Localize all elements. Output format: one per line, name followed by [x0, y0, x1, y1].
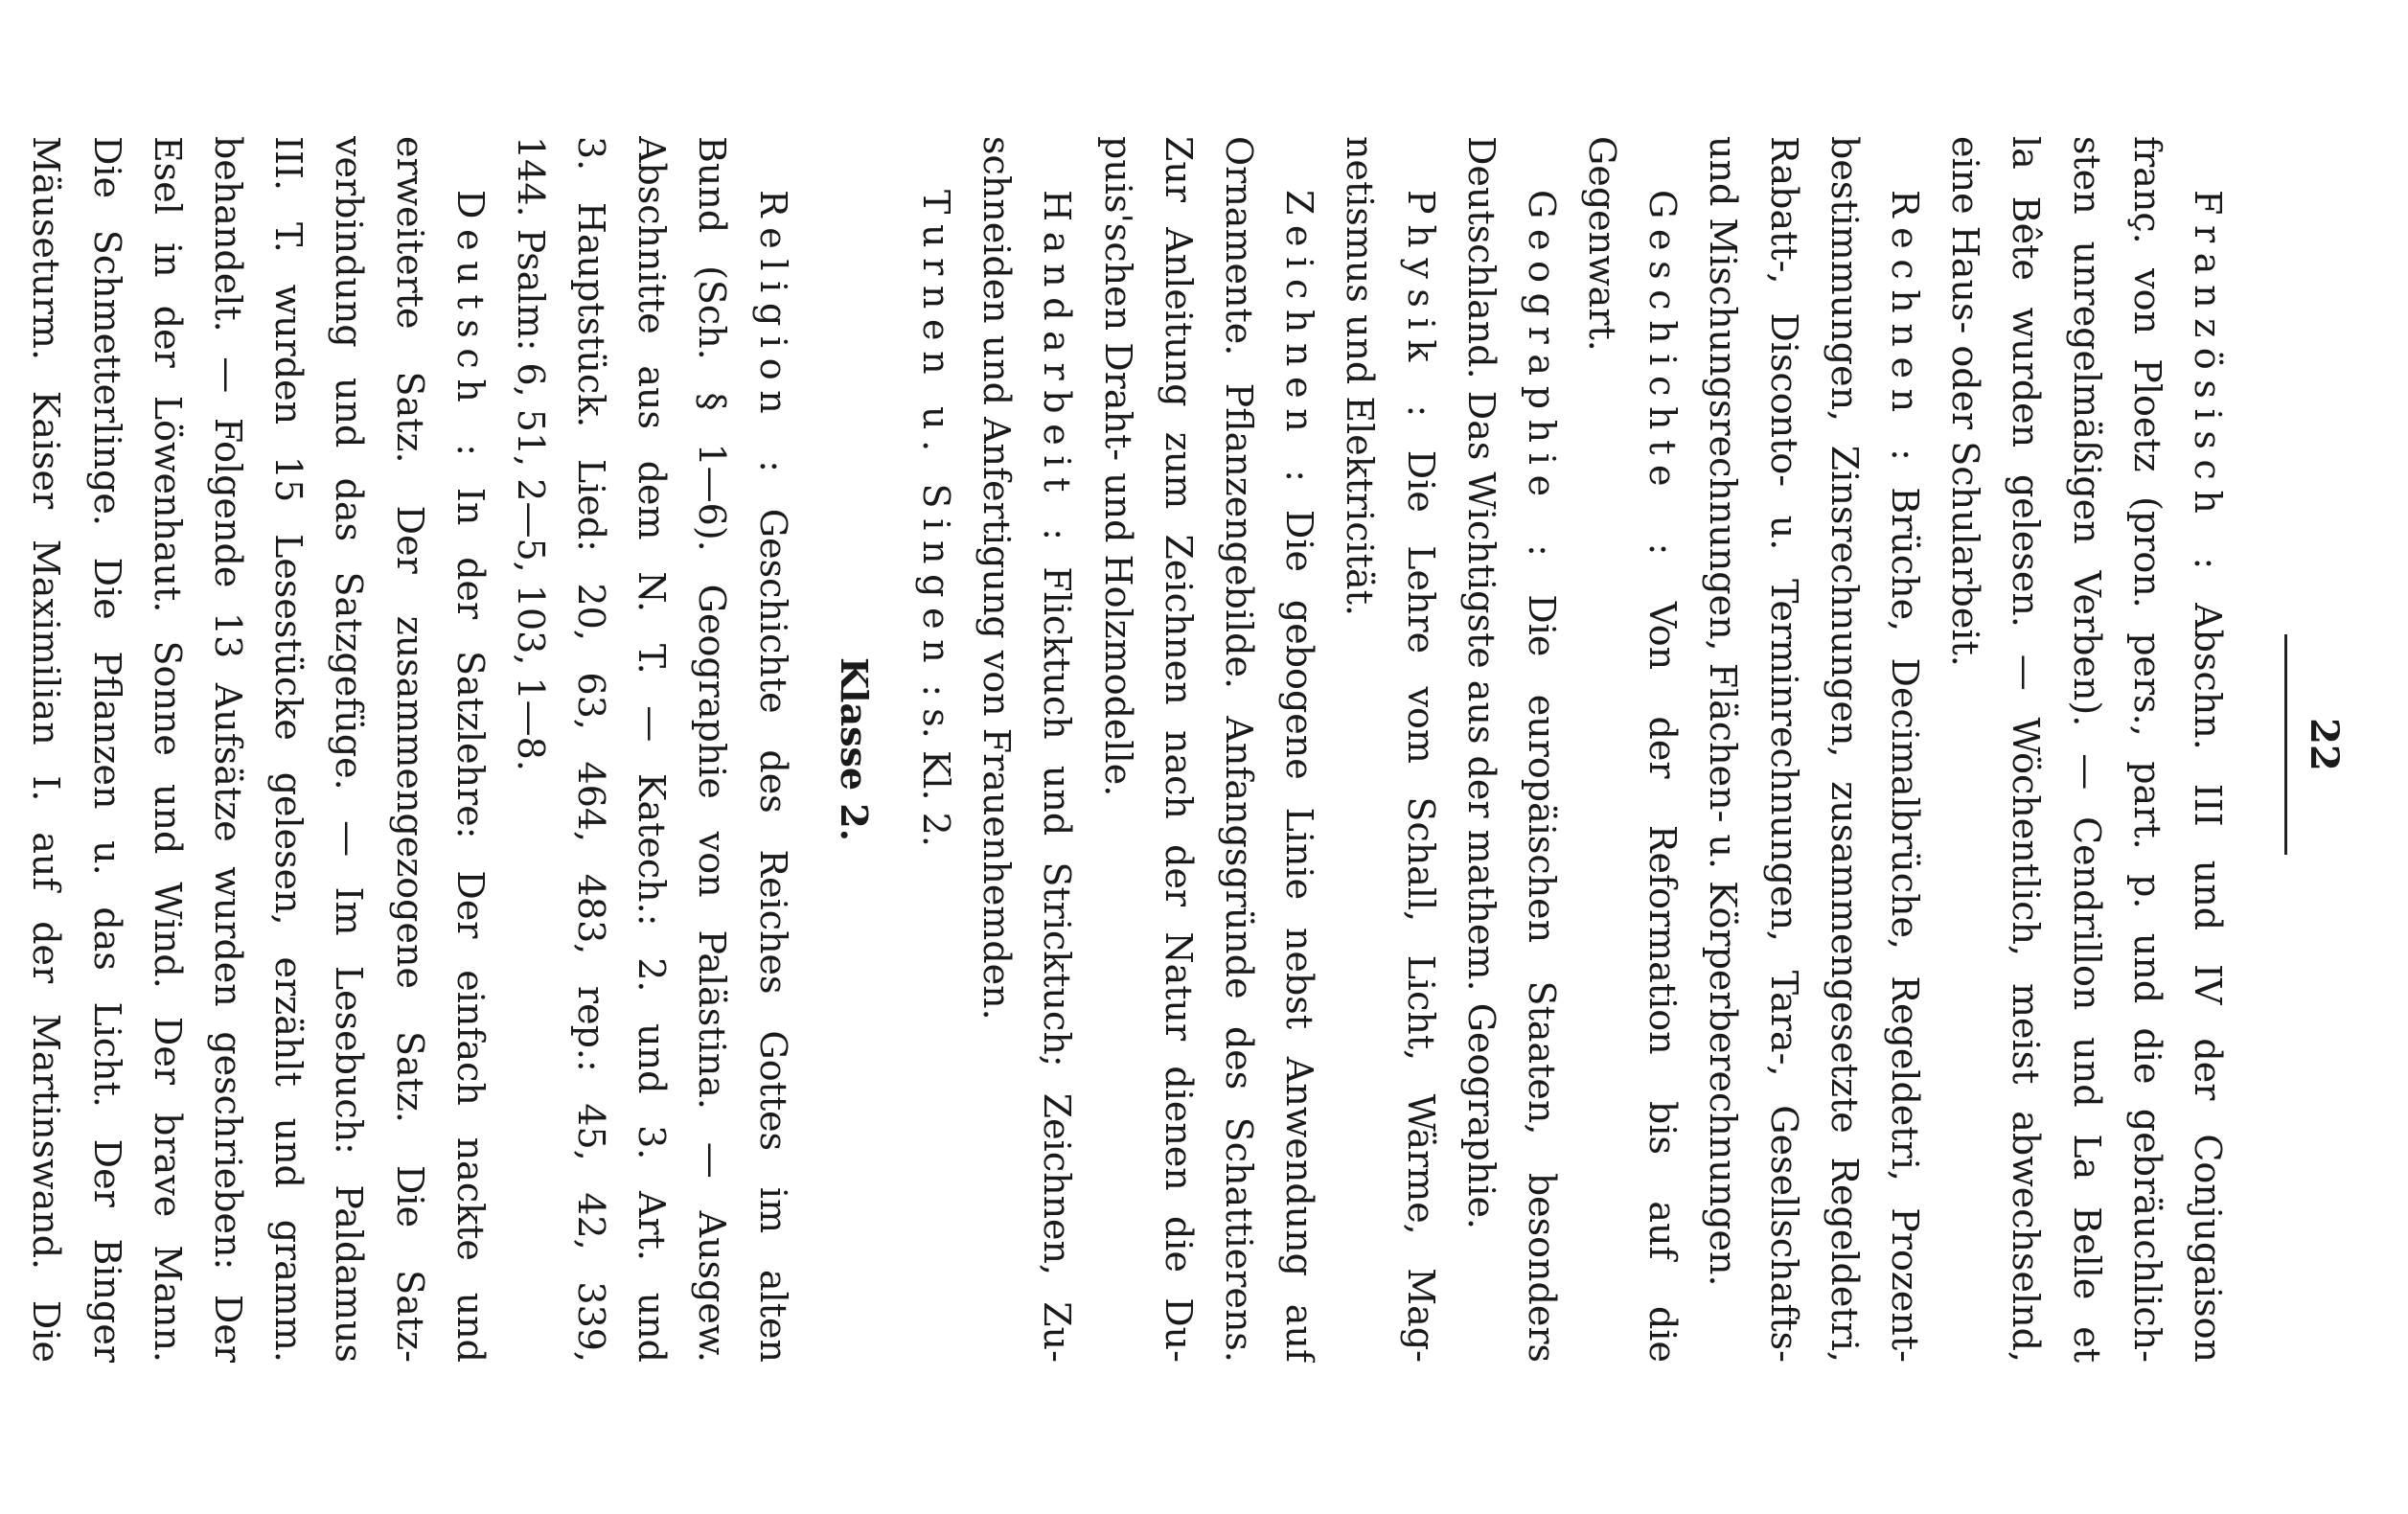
line-text: sten unregelmäßigen Verben). — Cendrillon und La Belle et	[2065, 136, 2108, 1363]
line-text: verbindung und das Satzgefüge. — Im Lesebuch: Paldamus	[328, 136, 371, 1363]
text-line	[1511, 136, 1571, 1363]
line-text: Gegenwart.	[1581, 136, 1624, 352]
text-line	[1874, 136, 1935, 1363]
text-line	[966, 136, 1026, 1363]
text-line	[1269, 136, 1329, 1363]
text-line	[1995, 136, 2055, 1363]
line-text: : Geschichte des Reiches Gottes im alten	[751, 460, 794, 1363]
line-text: netismus und Elektricität.	[1339, 136, 1382, 617]
text-line	[621, 136, 681, 1363]
text-line	[197, 136, 258, 1363]
text-line	[1148, 136, 1208, 1363]
text-line	[1451, 136, 1511, 1363]
line-text: Mäuseturm. Kaiser Maximilian I. auf der Martinswand. Die	[25, 136, 68, 1363]
text-line	[2055, 136, 2116, 1363]
subject-label: Geographie	[1520, 190, 1563, 507]
line-text: : Flicktuch und Stricktuch; Zeichnen, Zu-	[1036, 528, 1079, 1363]
text-line	[681, 136, 742, 1363]
line-text: 3. Hauptstück. Lied: 20, 63, 464, 483, rep.: 45, 42, 339,	[570, 136, 613, 1363]
text-line	[1571, 136, 1632, 1363]
text-line	[2177, 136, 2237, 1363]
line-text: behandelt. — Folgende 13 Aufsätze wurden geschrieben: Der	[207, 136, 249, 1363]
line-text: : Die gebogene Linie nebst Anwendung auf	[1278, 470, 1321, 1363]
text-line	[440, 136, 500, 1363]
line-text: Bund (Sch. § 1—6). Geographie von Palästina. — Ausgew.	[691, 136, 734, 1363]
line-text: Abschnitte aus dem N. T. — Katech.: 2. und 3. Art. und	[631, 136, 674, 1363]
line-text: la Bête wurden gelesen. — Wöchentlich, meist abwechselnd,	[2005, 136, 2048, 1363]
text-line	[1208, 136, 1269, 1363]
line-text: und Mischungsrechnungen, Flächen- u. Körperberechnungen.	[1702, 136, 1745, 1287]
subject-label: Rechnen	[1884, 190, 1927, 423]
subject-label: Geschichte	[1641, 190, 1685, 497]
page-text	[15, 136, 2237, 1363]
text-line	[258, 136, 318, 1363]
text-line	[1389, 136, 1450, 1363]
line-text: Ornamente. Pflanzengebilde. Anfangsgründe des Schattierens.	[1218, 136, 1260, 1363]
line-text: franç. von Ploetz (pron. pers., part. p. und die gebräuchlich-	[2125, 136, 2168, 1363]
line-text: : s. Kl. 2.	[915, 684, 958, 847]
text-line	[76, 136, 136, 1363]
line-text: Esel in der Löwenhaut. Sonne und Wind. Der brave Mann.	[146, 136, 189, 1363]
text-line	[1692, 136, 1753, 1363]
text-line	[906, 136, 966, 1363]
text-line	[15, 136, 76, 1363]
text-line	[1329, 136, 1389, 1363]
text-line	[1935, 136, 1995, 1363]
subject-label: Deutsch	[448, 190, 492, 413]
subject-label: Physik	[1399, 190, 1442, 373]
line-text: : Die europäischen Staaten, besonders	[1520, 544, 1563, 1363]
page-number: 22	[2302, 718, 2347, 771]
line-text: : In der Satzlehre: Der einfach nackte und	[448, 444, 492, 1363]
line-text: Zur Anleitung zum Zeichnen nach der Natur dienen die Du-	[1157, 136, 1200, 1363]
line-text: Rabatt-, Disconto- u. Terminrechnungen, Tara-, Gesellschafts-	[1762, 136, 1805, 1363]
text-line	[137, 136, 197, 1363]
line-text: erweiterte Satz. Der zusammengezogene Satz. Die Satz-	[388, 136, 431, 1363]
text-line	[1754, 136, 1814, 1363]
subject-label: Handarbeit	[1036, 190, 1079, 503]
subject-label: Turnen u. Singen	[915, 190, 958, 674]
page-number-rule	[2284, 634, 2287, 855]
text-line	[378, 136, 439, 1363]
text-line	[2117, 136, 2177, 1363]
text-line	[743, 136, 803, 1363]
book-page	[25, 136, 2347, 1363]
line-text: : Die Lehre vom Schall, Licht, Wärme, Mag-	[1399, 404, 1442, 1363]
line-text: : Abschn. III und IV der Conjugaison	[2187, 557, 2229, 1363]
line-text: : Brüche, Decimalbrüche, Regeldetri, Prozent-	[1884, 448, 1927, 1363]
line-text: III. T. wurden 15 Lesestücke gelesen, erzählt und gramm.	[267, 136, 310, 1363]
text-line	[1814, 136, 1874, 1363]
line-text: puis'schen Draht- und Holzmodelle.	[1096, 136, 1139, 797]
text-line	[561, 136, 621, 1363]
subject-label: Französisch	[2187, 190, 2229, 524]
subject-label: Religion	[751, 190, 794, 424]
text-line	[318, 136, 378, 1363]
subject-label: Zeichnen	[1278, 190, 1321, 443]
line-text: Deutschland. Das Wichtigste aus der mathem. Geographie.	[1459, 136, 1502, 1230]
text-line	[1632, 136, 1692, 1363]
text-line	[500, 136, 561, 1363]
line-text: bestimmungen, Zinsrechnungen, zusammengesetzte Regeldetri,	[1823, 136, 1866, 1363]
section-heading: Klasse 2.	[832, 657, 876, 841]
text-line	[1026, 136, 1087, 1363]
line-text: schneiden und Anfertigung von Frauenhemden.	[975, 136, 1019, 1021]
line-text: eine Haus- oder Schularbeit.	[1944, 136, 1987, 667]
line-text: : Von der Reformation bis auf die	[1641, 542, 1685, 1363]
line-text: Die Schmetterlinge. Die Pflanzen u. das Licht. Der Binger	[85, 136, 128, 1363]
line-text: 144. Psalm: 6, 51, 2—5, 103, 1—8.	[509, 136, 552, 771]
text-line	[1087, 136, 1147, 1363]
